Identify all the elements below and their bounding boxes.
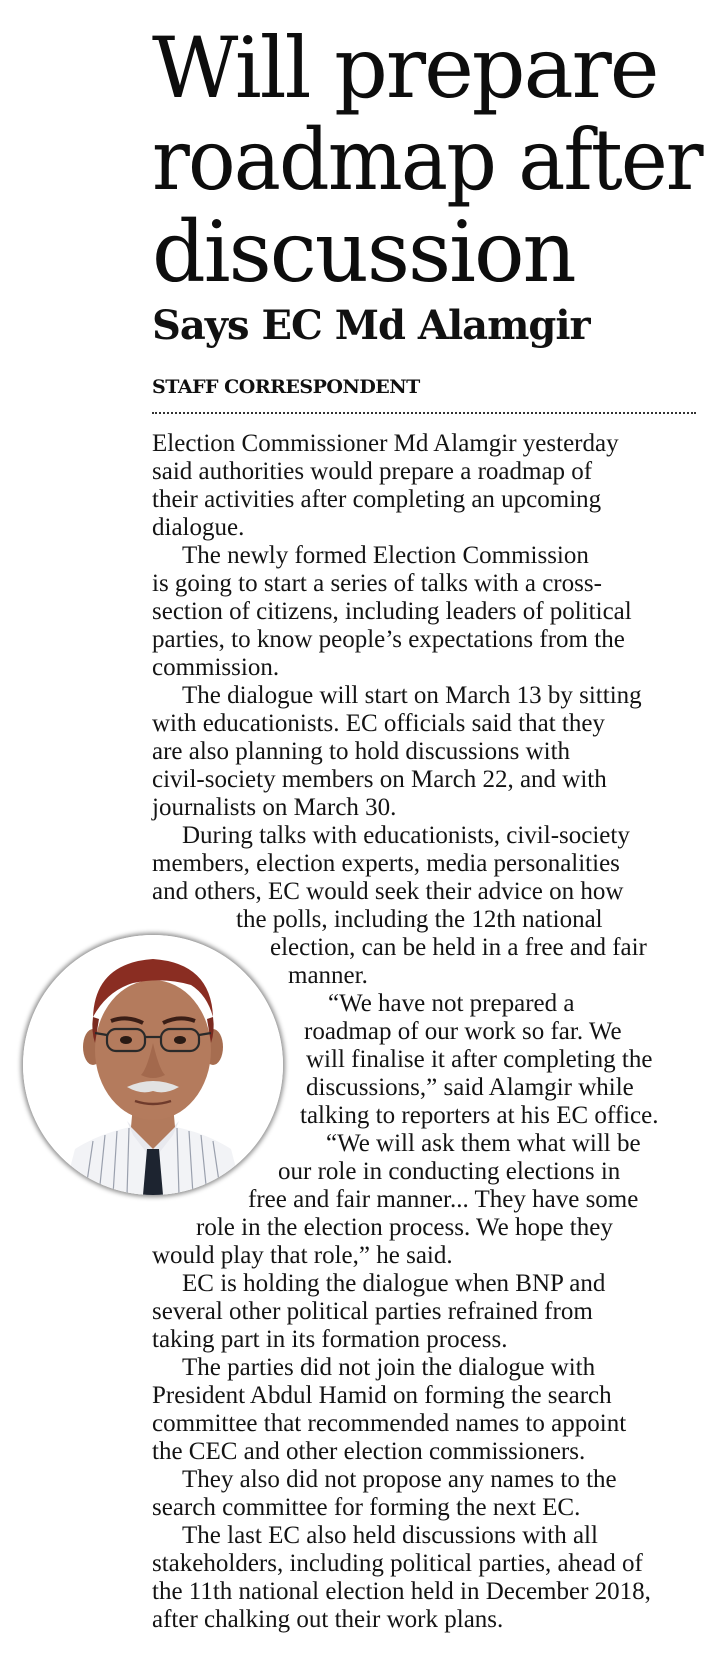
body-line: search committee for forming the next EC.: [152, 1494, 581, 1521]
body-line: committee that recommended names to appoint: [152, 1410, 627, 1437]
body-line: dialogue.: [152, 514, 245, 541]
body-line: our role in conducting elections in: [278, 1158, 621, 1185]
body-line: the polls, including the 12th national: [236, 906, 603, 933]
body-line: The newly formed Election Commission: [182, 542, 589, 569]
body-line: manner.: [288, 962, 368, 989]
body-line: “We have not prepared a: [328, 990, 575, 1017]
body-line: parties, to know people’s expectations from the: [152, 626, 625, 653]
body-line: journalists on March 30.: [152, 794, 397, 821]
body-line: discussions,” said Alamgir while: [306, 1074, 634, 1101]
headline-line: discussion: [152, 203, 575, 301]
body-line: President Abdul Hamid on forming the search: [152, 1382, 612, 1409]
body-line: section of citizens, including leaders of political: [152, 598, 632, 625]
headline-line: roadmap after: [152, 111, 702, 209]
body-line: During talks with educationists, civil-society: [182, 822, 630, 849]
body-line: role in the election process. We hope they: [196, 1214, 613, 1241]
body-line: The parties did not join the dialogue with: [182, 1354, 596, 1381]
body-line: “We will ask them what will be: [326, 1130, 641, 1157]
byline: STAFF CORRESPONDENT: [152, 376, 420, 398]
subheadline: Says EC Md Alamgir: [152, 302, 590, 349]
body-line: election, can be held in a free and fair: [270, 934, 647, 961]
headline: [152, 19, 702, 301]
body-line: Election Commissioner Md Alamgir yesterday: [152, 430, 619, 457]
dotted-divider: [152, 412, 696, 414]
headline-line: Will prepare: [152, 19, 658, 117]
body-line: are also planning to hold discussions with: [152, 738, 571, 765]
body-line: civil-society members on March 22, and with: [152, 766, 607, 793]
body-line: and others, EC would seek their advice on how: [152, 878, 624, 905]
body-line: free and fair manner... They have some: [248, 1186, 639, 1213]
body-line: commission.: [152, 654, 280, 681]
body-line: would play that role,” he said.: [152, 1242, 453, 1269]
body-line: the CEC and other election commissioners.: [152, 1438, 586, 1465]
body-line: talking to reporters at his EC office.: [300, 1102, 659, 1129]
body-line: They also did not propose any names to the: [182, 1466, 617, 1493]
body-line: roadmap of our work so far. We: [304, 1018, 622, 1045]
body-line: said authorities would prepare a roadmap of: [152, 458, 593, 485]
body-line: will finalise it after completing the: [306, 1046, 653, 1073]
body-line: the 11th national election held in December 2018,: [152, 1578, 651, 1605]
body-line: after chalking out their work plans.: [152, 1606, 504, 1633]
body-line: stakeholders, including political parties, ahead of: [152, 1550, 643, 1577]
body-line: taking part in its formation process.: [152, 1326, 508, 1353]
body-line: The dialogue will start on March 13 by sitting: [182, 682, 642, 709]
body-line: several other political parties refrained from: [152, 1298, 593, 1325]
body-line: is going to start a series of talks with a cross-: [152, 570, 602, 597]
body-line: with educationists. EC officials said that they: [152, 710, 605, 737]
body-line: EC is holding the dialogue when BNP and: [182, 1270, 606, 1297]
body-line: members, election experts, media personalities: [152, 850, 620, 877]
body-line: their activities after completing an upcoming: [152, 486, 602, 513]
body-line: The last EC also held discussions with all: [182, 1522, 598, 1549]
portrait-photo: [23, 935, 283, 1195]
